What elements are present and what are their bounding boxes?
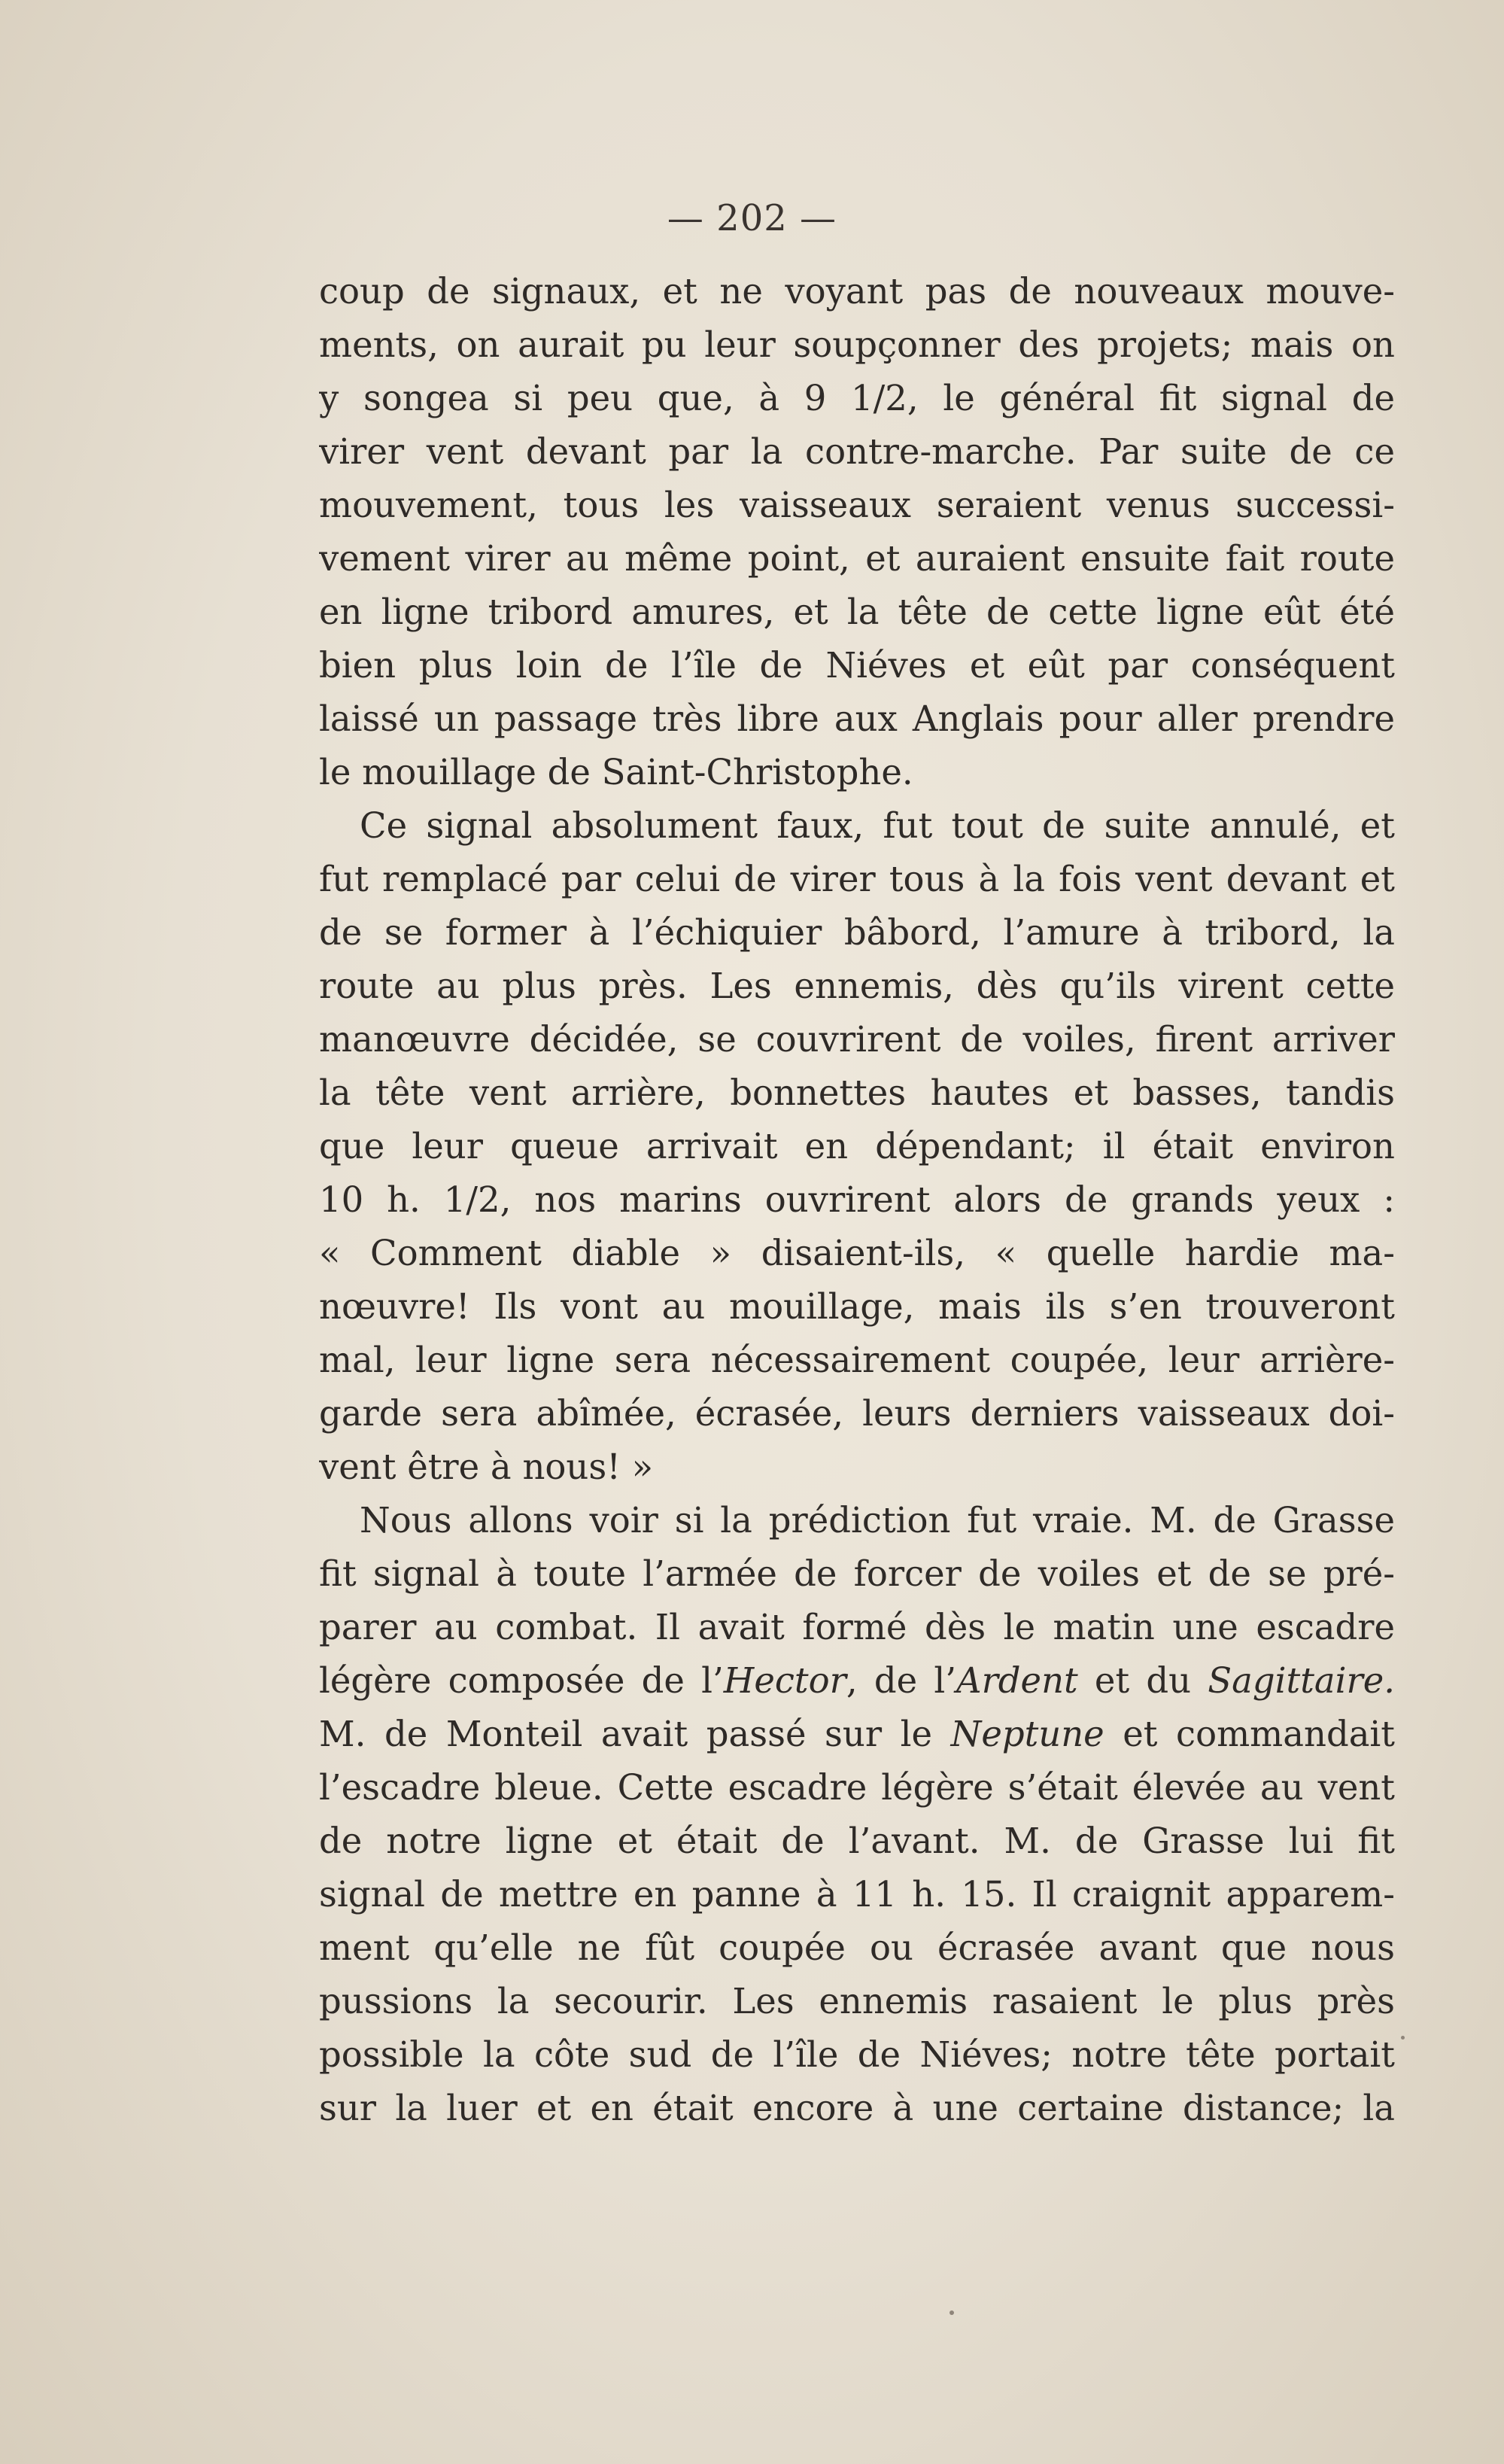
text-line: ments, on aurait pu leur soupçonner des projets; mais on xyxy=(319,324,1395,365)
text-line: l’escadre bleue. Cette escadre légère s’était élevée au vent xyxy=(319,1767,1395,1808)
text-line: fit signal à toute l’armée de forcer de voiles et de se pré- xyxy=(319,1553,1395,1594)
text-line: parer au combat. Il avait formé dès le matin une escadre xyxy=(319,1607,1395,1647)
text-line: « Comment diable » disaient-ils, « quelle hardie ma- xyxy=(319,1233,1395,1273)
text-line: 10 h. 1/2, nos marins ouvrirent alors de grands yeux : xyxy=(319,1179,1395,1220)
text-line: nœuvre! Ils vont au mouillage, mais ils s’en trouveront xyxy=(319,1286,1395,1327)
paper-speck xyxy=(1401,2036,1405,2040)
text-line: mouvement, tous les vaisseaux seraient venus successi- xyxy=(319,485,1395,525)
text-line: vement virer au même point, et auraient ensuite fait route xyxy=(319,538,1395,579)
text-line: en ligne tribord amures, et la tête de cette ligne eût été xyxy=(319,592,1395,632)
text-line: manœuvre décidée, se couvrirent de voiles, firent arriver xyxy=(319,1019,1395,1060)
text-segment: , de l’ xyxy=(846,1660,956,1701)
text-line xyxy=(319,1654,1395,1708)
text-line: Nous allons voir si la prédiction fut vraie. M. de Grasse xyxy=(360,1500,1395,1541)
text-segment: et commandait xyxy=(1104,1714,1395,1754)
text-line: que leur queue arrivait en dépendant; il était environ xyxy=(319,1126,1395,1167)
text-line: de se former à l’échiquier bâbord, l’amure à tribord, la xyxy=(319,912,1395,953)
paper-speck xyxy=(949,2310,954,2315)
text-line: pussions la secourir. Les ennemis rasaient le plus près xyxy=(319,1981,1395,2021)
ship-name: Sagittaire. xyxy=(1208,1660,1395,1701)
text-line: ment qu’elle ne fût coupée ou écrasée avant que nous xyxy=(319,1927,1395,1968)
text-line: de notre ligne et était de l’avant. M. de Grasse lui fit xyxy=(319,1821,1395,1861)
text-line xyxy=(319,1708,1395,1761)
text-line: sur la luer et en était encore à une certaine distance; la xyxy=(319,2088,1395,2128)
text-line: possible la côte sud de l’île de Niéves; notre tête portait xyxy=(319,2034,1395,2075)
text-segment: M. de Monteil avait passé sur le xyxy=(319,1714,951,1754)
text-segment: légère composée de l’ xyxy=(319,1660,724,1701)
text-line: route au plus près. Les ennemis, dès qu’ils virent cette xyxy=(319,966,1395,1006)
text-line: signal de mettre en panne à 11 h. 15. Il craignit apparem- xyxy=(319,1874,1395,1915)
text-line: virer vent devant par la contre-marche. Par suite de ce xyxy=(319,431,1395,472)
text-line: y songea si peu que, à 9 1/2, le général fit signal de xyxy=(319,378,1395,418)
text-line: vent être à nous! » xyxy=(319,1446,654,1487)
ship-name: Ardent xyxy=(956,1660,1078,1701)
text-line: fut remplacé par celui de virer tous à la fois vent devant et xyxy=(319,859,1395,899)
text-line: coup de signaux, et ne voyant pas de nouveaux mouve- xyxy=(319,271,1395,312)
text-line: laissé un passage très libre aux Anglais pour aller prendre xyxy=(319,698,1395,739)
page-number: — 202 — xyxy=(667,197,837,239)
text-line: bien plus loin de l’île de Niéves et eût par conséquent xyxy=(319,645,1395,686)
ship-name: Hector xyxy=(723,1660,846,1701)
text-line: garde sera abîmée, écrasée, leurs derniers vaisseaux doi- xyxy=(319,1393,1395,1434)
ship-name: Neptune xyxy=(950,1714,1104,1754)
text-line: la tête vent arrière, bonnettes hautes et basses, tandis xyxy=(319,1072,1395,1113)
body-text xyxy=(319,265,1395,2135)
text-line: Ce signal absolument faux, fut tout de suite annulé, et xyxy=(360,805,1395,846)
text-line: le mouillage de Saint-Christophe. xyxy=(319,752,913,792)
text-segment: et du xyxy=(1077,1660,1208,1701)
text-line: mal, leur ligne sera nécessairement coupée, leur arrière- xyxy=(319,1340,1395,1380)
